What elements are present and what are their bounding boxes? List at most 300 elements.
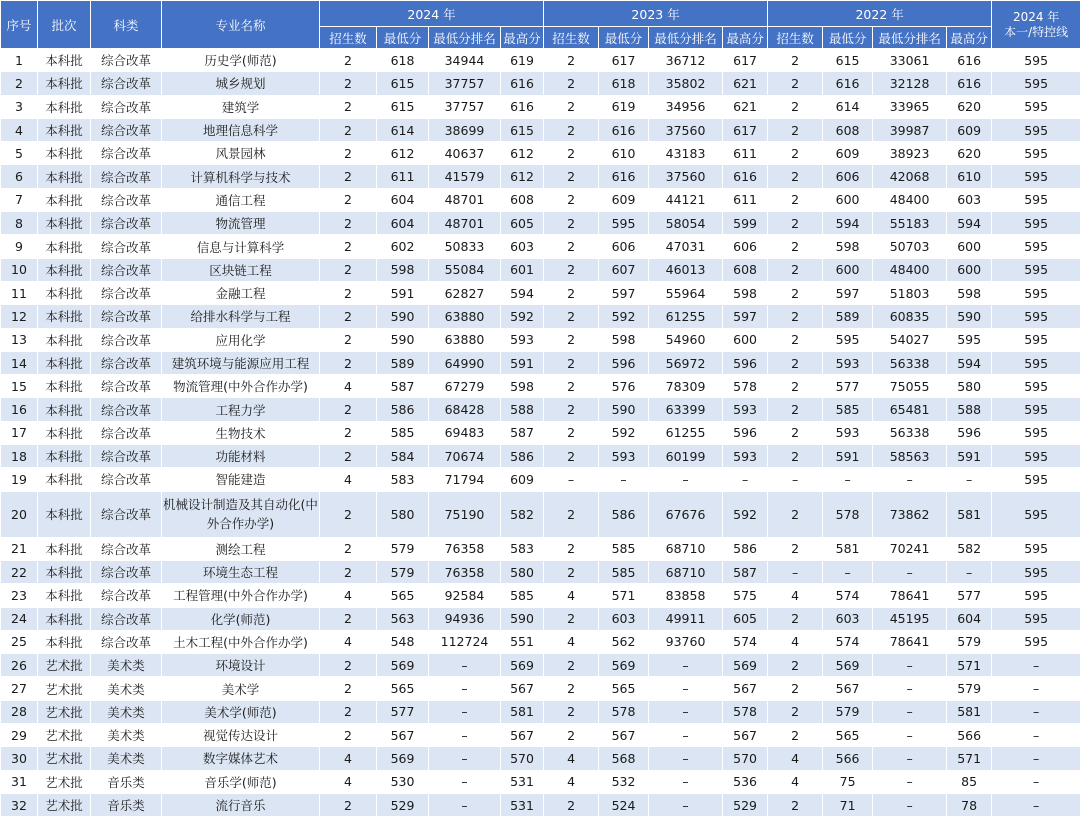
cell-2022-min-score: 581 [823, 537, 873, 560]
cell-2024-min-score: 615 [377, 95, 429, 118]
cell-2023-min-rank: – [649, 677, 723, 700]
cell-2024-min-score: 611 [377, 165, 429, 188]
cell-2024-enroll: 2 [320, 142, 377, 165]
cell-2024-max-score: 608 [501, 188, 544, 211]
cell-seq: 21 [1, 537, 38, 560]
cell-2024-min-rank: 41579 [429, 165, 501, 188]
cell-seq: 32 [1, 793, 38, 816]
cell-2023-enroll: 2 [544, 421, 599, 444]
cell-2023-max-score: 611 [723, 188, 768, 211]
cell-2024-max-score: 551 [501, 630, 544, 653]
cell-2023-min-score: 562 [599, 630, 649, 653]
cell-major: 风景园林 [162, 142, 320, 165]
cell-control-line: 595 [992, 188, 1080, 211]
cell-2023-max-score: 605 [723, 607, 768, 630]
cell-batch: 本科批 [38, 537, 91, 560]
cell-seq: 3 [1, 95, 38, 118]
table-row [1, 770, 1080, 793]
cell-2023-max-score: 596 [723, 421, 768, 444]
cell-category: 综合改革 [91, 49, 162, 72]
cell-2024-min-rank: 38699 [429, 118, 501, 141]
cell-batch: 本科批 [38, 445, 91, 468]
cell-control-line: – [992, 677, 1080, 700]
cell-2024-min-rank: 48701 [429, 188, 501, 211]
cell-2023-min-score: – [599, 468, 649, 491]
cell-2022-max-score: 581 [947, 491, 992, 537]
cell-2022-enroll: 2 [768, 724, 823, 747]
cell-2023-min-score: 609 [599, 188, 649, 211]
cell-2022-max-score: 594 [947, 351, 992, 374]
cell-2022-max-score: 610 [947, 165, 992, 188]
cell-2023-min-rank: 67676 [649, 491, 723, 537]
cell-seq: 17 [1, 421, 38, 444]
cell-2022-max-score: 620 [947, 142, 992, 165]
cell-2022-min-rank: 78641 [873, 584, 947, 607]
table-row [1, 584, 1080, 607]
cell-2023-min-rank: 34956 [649, 95, 723, 118]
cell-2022-enroll: 2 [768, 677, 823, 700]
cell-2022-min-score: 616 [823, 72, 873, 95]
cell-2022-max-score: 581 [947, 700, 992, 723]
cell-batch: 本科批 [38, 421, 91, 444]
cell-category: 综合改革 [91, 421, 162, 444]
cell-2023-max-score: 606 [723, 235, 768, 258]
cell-seq: 23 [1, 584, 38, 607]
cell-2024-enroll: 4 [320, 770, 377, 793]
cell-2023-min-rank: 35802 [649, 72, 723, 95]
subheader-max-score: 最高分 [723, 27, 768, 49]
cell-2022-enroll: 2 [768, 305, 823, 328]
cell-2024-min-score: 598 [377, 258, 429, 281]
cell-2023-min-rank: 47031 [649, 235, 723, 258]
cell-2024-enroll: 2 [320, 398, 377, 421]
subheader-max-score: 最高分 [501, 27, 544, 49]
cell-2023-enroll: 2 [544, 793, 599, 816]
cell-major: 工程力学 [162, 398, 320, 421]
cell-2022-max-score: 600 [947, 235, 992, 258]
cell-2024-min-score: 567 [377, 724, 429, 747]
cell-2022-max-score: 609 [947, 118, 992, 141]
cell-2022-min-score: 595 [823, 328, 873, 351]
cell-batch: 本科批 [38, 305, 91, 328]
cell-2022-enroll: 2 [768, 49, 823, 72]
cell-major: 生物技术 [162, 421, 320, 444]
cell-2023-min-rank: 44121 [649, 188, 723, 211]
cell-2022-max-score: 591 [947, 445, 992, 468]
cell-major: 机械设计制造及其自动化(中外合作办学) [162, 491, 320, 537]
cell-2023-enroll: 2 [544, 95, 599, 118]
cell-2024-min-score: 604 [377, 212, 429, 235]
cell-control-line: 595 [992, 351, 1080, 374]
cell-category: 综合改革 [91, 630, 162, 653]
cell-seq: 19 [1, 468, 38, 491]
cell-2022-enroll: 2 [768, 142, 823, 165]
table-row [1, 235, 1080, 258]
cell-seq: 22 [1, 560, 38, 583]
cell-2023-max-score: 569 [723, 654, 768, 677]
cell-batch: 本科批 [38, 188, 91, 211]
cell-2023-min-score: 603 [599, 607, 649, 630]
cell-category: 综合改革 [91, 188, 162, 211]
cell-seq: 20 [1, 491, 38, 537]
cell-2024-min-rank: – [429, 793, 501, 816]
cell-2024-min-rank: 50833 [429, 235, 501, 258]
cell-2024-min-score: 587 [377, 375, 429, 398]
cell-2022-max-score: 580 [947, 375, 992, 398]
cell-control-line: – [992, 700, 1080, 723]
cell-2024-min-score: 612 [377, 142, 429, 165]
cell-2023-enroll: 2 [544, 72, 599, 95]
cell-2023-min-score: 586 [599, 491, 649, 537]
cell-2022-min-rank: 78641 [873, 630, 947, 653]
cell-2023-min-rank: 49911 [649, 607, 723, 630]
cell-2024-min-score: 614 [377, 118, 429, 141]
cell-batch: 本科批 [38, 468, 91, 491]
cell-batch: 本科批 [38, 584, 91, 607]
cell-category: 综合改革 [91, 560, 162, 583]
cell-2022-max-score: 595 [947, 328, 992, 351]
cell-major: 历史学(师范) [162, 49, 320, 72]
table-row [1, 95, 1080, 118]
cell-2023-enroll: 2 [544, 398, 599, 421]
cell-2024-enroll: 2 [320, 118, 377, 141]
cell-category: 美术类 [91, 747, 162, 770]
cell-2024-enroll: 2 [320, 95, 377, 118]
cell-2023-min-score: 590 [599, 398, 649, 421]
table-row [1, 351, 1080, 374]
cell-control-line: 595 [992, 375, 1080, 398]
cell-2023-min-score: 607 [599, 258, 649, 281]
cell-2022-min-rank: 51803 [873, 281, 947, 304]
cell-2023-max-score: 578 [723, 700, 768, 723]
cell-2022-max-score: 594 [947, 212, 992, 235]
cell-seq: 16 [1, 398, 38, 421]
cell-2024-enroll: 2 [320, 188, 377, 211]
cell-2023-enroll: 2 [544, 328, 599, 351]
header-control-line-year: 2024 年 [992, 10, 1080, 25]
cell-2023-min-rank: – [649, 654, 723, 677]
cell-category: 综合改革 [91, 258, 162, 281]
cell-2023-enroll: 2 [544, 235, 599, 258]
cell-control-line: – [992, 793, 1080, 816]
cell-batch: 艺术批 [38, 724, 91, 747]
table-row [1, 142, 1080, 165]
cell-2024-max-score: 580 [501, 560, 544, 583]
cell-2023-max-score: 570 [723, 747, 768, 770]
cell-2022-max-score: 616 [947, 72, 992, 95]
cell-2024-min-score: 590 [377, 305, 429, 328]
cell-2022-min-score: 597 [823, 281, 873, 304]
cell-seq: 11 [1, 281, 38, 304]
cell-2022-max-score: 582 [947, 537, 992, 560]
cell-control-line: 595 [992, 560, 1080, 583]
cell-category: 美术类 [91, 724, 162, 747]
cell-2024-enroll: 2 [320, 654, 377, 677]
cell-2024-min-rank: 76358 [429, 537, 501, 560]
cell-2022-max-score: 616 [947, 49, 992, 72]
cell-2022-max-score: 85 [947, 770, 992, 793]
cell-2023-min-rank: 83858 [649, 584, 723, 607]
cell-2022-max-score: 620 [947, 95, 992, 118]
cell-2023-max-score: 536 [723, 770, 768, 793]
cell-2023-min-score: 567 [599, 724, 649, 747]
cell-2022-min-rank: 33061 [873, 49, 947, 72]
cell-seq: 25 [1, 630, 38, 653]
cell-category: 美术类 [91, 654, 162, 677]
cell-control-line: 595 [992, 118, 1080, 141]
cell-2022-min-score: 609 [823, 142, 873, 165]
cell-2024-min-rank: 63880 [429, 328, 501, 351]
cell-2022-min-score: 574 [823, 584, 873, 607]
cell-2023-min-rank: 61255 [649, 305, 723, 328]
subheader-enroll: 招生数 [768, 27, 823, 49]
cell-2024-max-score: 581 [501, 700, 544, 723]
cell-2023-max-score: 593 [723, 398, 768, 421]
cell-2023-min-score: 524 [599, 793, 649, 816]
cell-2022-enroll: 2 [768, 235, 823, 258]
table-row [1, 118, 1080, 141]
cell-2024-min-rank: – [429, 747, 501, 770]
table-row [1, 724, 1080, 747]
table-row [1, 281, 1080, 304]
cell-2022-min-rank: 54027 [873, 328, 947, 351]
cell-control-line: – [992, 654, 1080, 677]
cell-2022-max-score: 588 [947, 398, 992, 421]
table-row [1, 700, 1080, 723]
cell-2023-min-score: 618 [599, 72, 649, 95]
cell-2023-max-score: 598 [723, 281, 768, 304]
cell-2022-enroll: 2 [768, 398, 823, 421]
cell-2022-min-score: 75 [823, 770, 873, 793]
cell-2022-enroll: 2 [768, 281, 823, 304]
cell-2024-max-score: 616 [501, 95, 544, 118]
cell-2022-enroll: 4 [768, 770, 823, 793]
cell-batch: 艺术批 [38, 677, 91, 700]
cell-seq: 30 [1, 747, 38, 770]
cell-batch: 本科批 [38, 328, 91, 351]
cell-category: 综合改革 [91, 375, 162, 398]
cell-2024-min-score: 615 [377, 72, 429, 95]
cell-2022-min-score: 565 [823, 724, 873, 747]
cell-2024-max-score: 531 [501, 793, 544, 816]
cell-category: 综合改革 [91, 95, 162, 118]
cell-2024-max-score: 616 [501, 72, 544, 95]
cell-2023-enroll: 2 [544, 537, 599, 560]
cell-2022-enroll: 2 [768, 188, 823, 211]
cell-2023-enroll: 4 [544, 770, 599, 793]
cell-2022-min-score: 589 [823, 305, 873, 328]
cell-batch: 本科批 [38, 351, 91, 374]
table-row [1, 537, 1080, 560]
header-year-2022: 2022 年 [768, 1, 992, 27]
cell-2024-enroll: 2 [320, 49, 377, 72]
table-row [1, 188, 1080, 211]
cell-2023-max-score: 596 [723, 351, 768, 374]
cell-2024-min-score: 530 [377, 770, 429, 793]
table-row [1, 677, 1080, 700]
cell-seq: 1 [1, 49, 38, 72]
cell-major: 计算机科学与技术 [162, 165, 320, 188]
cell-2024-min-score: 618 [377, 49, 429, 72]
cell-control-line: 595 [992, 398, 1080, 421]
cell-2022-enroll: 2 [768, 445, 823, 468]
cell-2022-enroll: 2 [768, 537, 823, 560]
cell-category: 综合改革 [91, 468, 162, 491]
header-batch: 批次 [38, 1, 91, 49]
cell-2022-enroll: 2 [768, 328, 823, 351]
subheader-min-rank: 最低分排名 [873, 27, 947, 49]
cell-2022-min-rank: 75055 [873, 375, 947, 398]
table-row [1, 49, 1080, 72]
cell-2023-enroll: 2 [544, 560, 599, 583]
cell-2023-enroll: 2 [544, 607, 599, 630]
table-row [1, 491, 1080, 537]
cell-seq: 7 [1, 188, 38, 211]
cell-2023-min-rank: 63399 [649, 398, 723, 421]
cell-2024-enroll: 4 [320, 584, 377, 607]
cell-2024-enroll: 2 [320, 537, 377, 560]
cell-major: 工程管理(中外合作办学) [162, 584, 320, 607]
subheader-min-score: 最低分 [823, 27, 873, 49]
cell-2024-max-score: 612 [501, 142, 544, 165]
cell-seq: 9 [1, 235, 38, 258]
cell-2024-min-rank: 34944 [429, 49, 501, 72]
cell-2024-min-rank: 71794 [429, 468, 501, 491]
header-year-2023: 2023 年 [544, 1, 768, 27]
cell-seq: 13 [1, 328, 38, 351]
cell-2024-max-score: 588 [501, 398, 544, 421]
cell-2024-enroll: 2 [320, 281, 377, 304]
cell-2024-min-score: 580 [377, 491, 429, 537]
cell-2022-max-score: 566 [947, 724, 992, 747]
cell-2022-max-score: – [947, 560, 992, 583]
cell-2024-max-score: 587 [501, 421, 544, 444]
cell-2022-max-score: 579 [947, 677, 992, 700]
table-row [1, 258, 1080, 281]
cell-2024-min-score: 529 [377, 793, 429, 816]
cell-2024-min-rank: 62827 [429, 281, 501, 304]
cell-2023-max-score: 593 [723, 445, 768, 468]
cell-batch: 本科批 [38, 95, 91, 118]
cell-batch: 本科批 [38, 491, 91, 537]
cell-major: 音乐学(师范) [162, 770, 320, 793]
cell-2023-enroll: 2 [544, 654, 599, 677]
cell-seq: 18 [1, 445, 38, 468]
table-row [1, 468, 1080, 491]
cell-control-line: 595 [992, 49, 1080, 72]
cell-major: 应用化学 [162, 328, 320, 351]
cell-2022-enroll: 2 [768, 654, 823, 677]
subheader-max-score: 最高分 [947, 27, 992, 49]
cell-2022-min-score: 566 [823, 747, 873, 770]
cell-2023-min-rank: 56972 [649, 351, 723, 374]
cell-major: 美术学(师范) [162, 700, 320, 723]
cell-2024-enroll: 2 [320, 258, 377, 281]
cell-2024-min-score: 589 [377, 351, 429, 374]
cell-category: 综合改革 [91, 445, 162, 468]
cell-2022-enroll: – [768, 560, 823, 583]
cell-2022-enroll: 2 [768, 351, 823, 374]
cell-2023-min-score: 617 [599, 49, 649, 72]
cell-batch: 本科批 [38, 560, 91, 583]
cell-2023-min-rank: 55964 [649, 281, 723, 304]
cell-2023-min-rank: 61255 [649, 421, 723, 444]
cell-2023-max-score: 621 [723, 95, 768, 118]
cell-2023-min-score: 592 [599, 305, 649, 328]
table-row [1, 165, 1080, 188]
cell-2022-max-score: – [947, 468, 992, 491]
cell-seq: 24 [1, 607, 38, 630]
cell-2022-enroll: 2 [768, 95, 823, 118]
cell-2023-enroll: 2 [544, 118, 599, 141]
cell-2024-enroll: 2 [320, 724, 377, 747]
cell-major: 建筑环境与能源应用工程 [162, 351, 320, 374]
cell-control-line: 595 [992, 445, 1080, 468]
table-row [1, 72, 1080, 95]
cell-major: 区块链工程 [162, 258, 320, 281]
cell-2022-enroll: 2 [768, 212, 823, 235]
cell-seq: 4 [1, 118, 38, 141]
cell-2024-enroll: 2 [320, 72, 377, 95]
cell-major: 通信工程 [162, 188, 320, 211]
table-row [1, 212, 1080, 235]
header-category: 科类 [91, 1, 162, 49]
header-major: 专业名称 [162, 1, 320, 49]
cell-2023-min-rank: – [649, 747, 723, 770]
cell-major: 建筑学 [162, 95, 320, 118]
cell-2023-min-rank: 60199 [649, 445, 723, 468]
cell-2024-enroll: 2 [320, 560, 377, 583]
cell-2022-min-score: 608 [823, 118, 873, 141]
cell-2022-enroll: 4 [768, 584, 823, 607]
cell-2023-min-score: 598 [599, 328, 649, 351]
cell-2023-min-rank: 78309 [649, 375, 723, 398]
cell-2024-max-score: 591 [501, 351, 544, 374]
cell-2022-enroll: 2 [768, 375, 823, 398]
cell-2022-min-rank: 33965 [873, 95, 947, 118]
cell-category: 综合改革 [91, 165, 162, 188]
cell-major: 视觉传达设计 [162, 724, 320, 747]
table-row [1, 445, 1080, 468]
cell-2024-max-score: 570 [501, 747, 544, 770]
cell-2023-enroll: 2 [544, 351, 599, 374]
cell-batch: 本科批 [38, 630, 91, 653]
cell-2022-max-score: 571 [947, 747, 992, 770]
cell-2023-min-rank: 43183 [649, 142, 723, 165]
cell-control-line: 595 [992, 165, 1080, 188]
header-year-2024: 2024 年 [320, 1, 544, 27]
cell-category: 音乐类 [91, 770, 162, 793]
cell-2024-min-rank: – [429, 654, 501, 677]
cell-major: 环境设计 [162, 654, 320, 677]
table-row [1, 607, 1080, 630]
cell-2023-min-rank: – [649, 468, 723, 491]
cell-2022-min-rank: – [873, 468, 947, 491]
cell-2023-min-score: 532 [599, 770, 649, 793]
cell-2022-min-score: 577 [823, 375, 873, 398]
subheader-min-score: 最低分 [377, 27, 429, 49]
cell-2024-min-rank: 92584 [429, 584, 501, 607]
cell-2023-min-rank: 36712 [649, 49, 723, 72]
cell-category: 综合改革 [91, 584, 162, 607]
cell-2022-enroll: 2 [768, 700, 823, 723]
cell-2024-min-score: 577 [377, 700, 429, 723]
cell-2024-min-rank: 76358 [429, 560, 501, 583]
cell-2022-min-score: 600 [823, 258, 873, 281]
cell-2024-max-score: 612 [501, 165, 544, 188]
cell-2024-min-rank: 48701 [429, 212, 501, 235]
cell-2022-min-score: 615 [823, 49, 873, 72]
